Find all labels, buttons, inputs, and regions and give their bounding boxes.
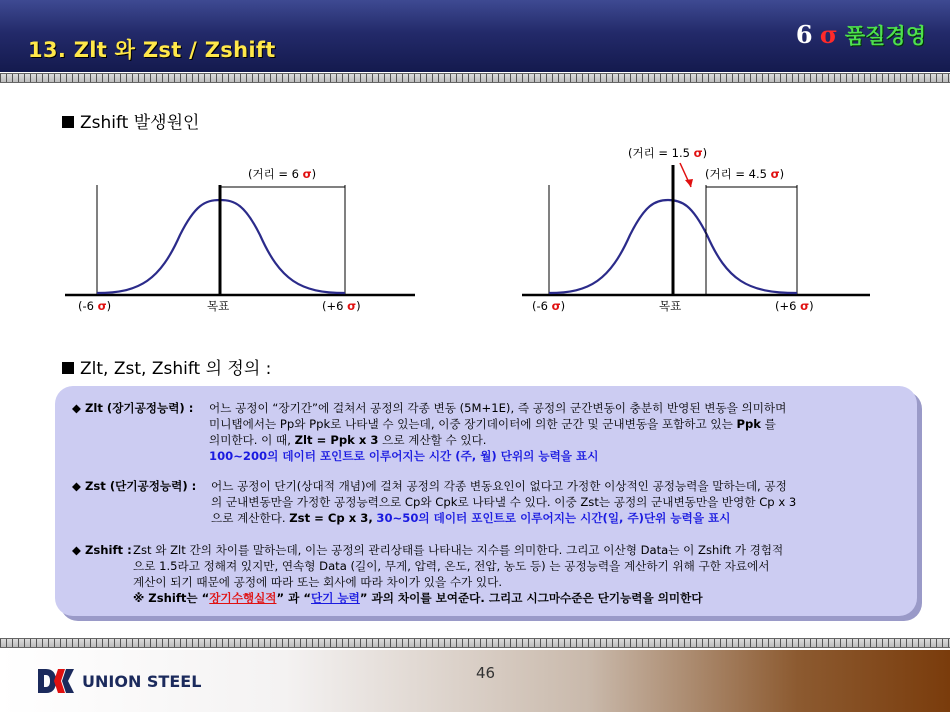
brand-number: 6 bbox=[795, 20, 813, 49]
top-border-strip bbox=[0, 73, 950, 83]
brand-sigma: σ bbox=[819, 20, 838, 49]
brand-6sigma bbox=[796, 20, 926, 50]
union-steel-logo-icon bbox=[36, 665, 76, 697]
section-title-text: Zshift 발생원인 bbox=[80, 113, 200, 133]
right-shift-label: (거리 = 1.5 σ) bbox=[628, 146, 708, 160]
right-plus6-label: (+6 σ) bbox=[775, 299, 814, 313]
left-distance-label: (거리 = 6 σ) bbox=[248, 167, 317, 181]
header-bar bbox=[0, 0, 950, 72]
bullet-square-icon bbox=[62, 116, 74, 128]
left-target-label: 목표 bbox=[207, 299, 230, 313]
left-plus6-label: (+6 σ) bbox=[322, 299, 361, 313]
right-diagram bbox=[522, 146, 870, 313]
right-distance-label: (거리 = 4.5 σ) bbox=[705, 167, 785, 181]
zst-definition: 어느 공정이 단기(상대적 개념)에 걸쳐 공정의 각종 변동요인이 없다고 가정한 이상적인 공정능력을 말하는데, 공정 의 군내변동만을 가정한 공정능력으로 Cp와 Cpk로 나타낼 수 있다. 이중 Zst는 공정의 군내변동만을 반영한 Cp x 3 으로 계산한다. Zst = Cp x 3, 30~50의 데이터 포인트로 이루어지는 시간(일, 주)단위 능력을 표시 bbox=[211, 479, 797, 525]
bottom-border-strip bbox=[0, 638, 950, 648]
company-logo bbox=[36, 664, 201, 698]
zshift-label: ◆ Zshift : bbox=[72, 543, 132, 557]
logo-text: UNION STEEL bbox=[82, 671, 202, 691]
distribution-diagrams bbox=[0, 135, 950, 365]
brand-text: 품질경영 bbox=[844, 24, 926, 48]
right-target-label: 목표 bbox=[659, 299, 682, 313]
right-minus6-label: (-6 σ) bbox=[532, 299, 566, 313]
section-title-text: Zlt, Zst, Zshift 의 정의 : bbox=[80, 359, 272, 379]
definitions-box bbox=[55, 386, 917, 616]
bullet-square-icon bbox=[62, 362, 74, 374]
page-title: 13. Zlt 와 Zst / Zshift bbox=[28, 38, 276, 62]
section-definitions bbox=[62, 354, 271, 379]
shift-arrowhead-icon bbox=[685, 179, 693, 187]
section-zshift-cause bbox=[62, 108, 199, 133]
zst-label: ◆ Zst (단기공정능력) : bbox=[72, 479, 197, 493]
zlt-definition: 어느 공정이 “장기간”에 걸쳐서 공정의 각종 변동 (5M+1E), 즉 공정의 군간변동이 충분히 반영된 변동을 의미하며 미니탭에서는 Pp와 Ppk로 나타낼 수 있는데, 이중 장기데이터에 의한 군간 및 군내변동을 포함하고 있는 Ppk 를 의미한다. 이 때, Zlt = Ppk x 3 으로 계산할 수 있다. 100~200의 데이터 포인트로 이루어지는 시간 (주, 월) 단위의 능력을 표시 bbox=[209, 401, 787, 463]
zshift-definition: Zst 와 Zlt 간의 차이를 말하는데, 이는 공정의 관리상태를 나타내는 지수를 의미한다. 그리고 이산형 Data는 이 Zshift 가 경험적 으로 1.5라고 정해져 있지만, 연속형 Data (길이, 무게, 압력, 온도, 전압, 농도 등) 는 공정능력을 계산하기 위해 구한 자료에서 계산이 되기 때문에 공정에 따라 또는 회사에 따라 차이가 있을 수가 있다. ※ Zshift는 “장기수행실적” 과 “단기 능력” 과의 차이를 보여준다. 그리고 시그마수준은 단기능력을 의미한다 bbox=[133, 543, 784, 605]
page-number: 46 bbox=[476, 664, 496, 682]
zlt-label: ◆ Zlt (장기공정능력) : bbox=[72, 401, 194, 415]
left-diagram bbox=[65, 167, 415, 313]
left-minus6-label: (-6 σ) bbox=[78, 299, 112, 313]
